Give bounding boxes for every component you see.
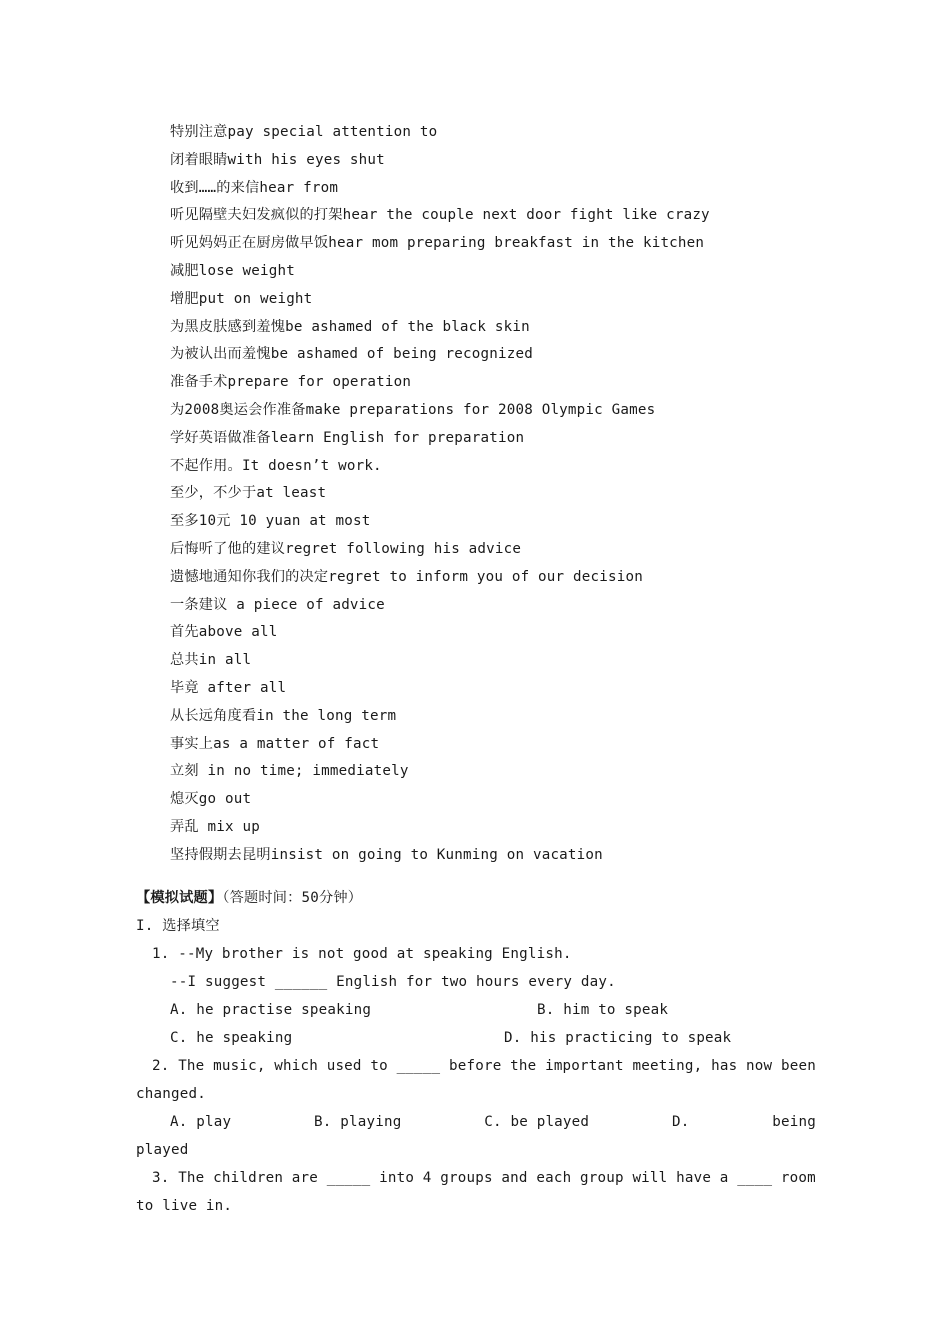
phrase-item: 弄乱 mix up <box>170 819 260 835</box>
q2-option: B. playing <box>314 1114 402 1130</box>
q3-word: 4 <box>422 1170 432 1186</box>
phrase-item: 一条建议 a piece of advice <box>170 596 385 613</box>
q2-word: music, <box>213 1058 266 1074</box>
q3-word: have <box>676 1170 712 1186</box>
phrase-item: 准备手术prepare for operation <box>170 374 412 391</box>
q2-word: the <box>510 1058 537 1074</box>
q3-word: room <box>780 1170 816 1186</box>
phrase-item: 至少，不少于at least <box>170 485 327 502</box>
q2-word: _____ <box>396 1058 441 1074</box>
phrase-item: 为被认出而羞愧be ashamed of being recognized <box>170 346 533 363</box>
phrase-item: 从长远角度看in the long term <box>170 707 397 724</box>
q3-word: The <box>178 1170 205 1186</box>
q2-word: meeting, <box>632 1058 703 1074</box>
q1-option-a: A. he practise speaking <box>170 1002 372 1018</box>
q3-word: into <box>379 1170 415 1186</box>
q1-option-b: B. him to speak <box>537 1002 669 1018</box>
q1-line1: 1. --My brother is not good at speaking English. <box>152 946 572 962</box>
q3-word: children <box>213 1170 284 1186</box>
phrase-item: 收到……的来信hear from <box>170 179 339 196</box>
q2-option: D. <box>671 1114 690 1130</box>
test-time-note: （答题时间：50分钟） <box>222 890 363 906</box>
q3-word: are <box>291 1170 318 1186</box>
phrase-item: 毕竟 after all <box>170 680 287 696</box>
q2-options <box>170 1112 816 1132</box>
q2-word: 2. <box>152 1058 170 1074</box>
test-title: 【模拟试题】 <box>136 890 223 906</box>
q2-word: before <box>448 1058 502 1074</box>
q3-word: group <box>580 1170 624 1186</box>
phrase-item: 增肥put on weight <box>170 290 313 307</box>
phrase-item: 为2008奥运会作准备make preparations for 2008 Olympic Games <box>170 402 656 418</box>
q3-word: _____ <box>326 1170 371 1186</box>
phrase-item: 遗憾地通知你我们的决定regret to inform you of our decision <box>170 568 643 585</box>
phrase-item: 为黑皮肤感到羞愧be ashamed of the black skin <box>170 318 530 335</box>
q3-word: 3. <box>152 1170 170 1186</box>
q3-word: each <box>536 1170 572 1186</box>
q3-line1-end: to live in. <box>136 1198 233 1214</box>
q3-word: ____ <box>737 1170 773 1186</box>
q2-word: to <box>370 1058 388 1074</box>
q2-options-end: played <box>136 1142 189 1158</box>
q2-option: being <box>772 1114 816 1130</box>
q2-word: important <box>545 1058 624 1074</box>
phrase-item: 熄灭go out <box>170 791 252 808</box>
phrase-item: 听见隔壁夫妇发疯似的打架hear the couple next door fight like crazy <box>170 207 710 224</box>
phrase-item: 学好英语做准备learn English for preparation <box>170 429 525 446</box>
section-title: I. 选择填空 <box>136 918 220 934</box>
phrase-item: 听见妈妈正在厨房做早饭hear mom preparing breakfast in the kitchen <box>170 235 705 252</box>
phrase-item: 闭着眼睛with his eyes shut <box>170 151 385 168</box>
phrase-item: 特别注意pay special attention to <box>170 124 438 140</box>
q3-word: a <box>719 1170 729 1186</box>
q2-word: has <box>711 1058 738 1074</box>
phrase-item: 不起作用。It doesn’t work. <box>170 457 382 474</box>
q2-word: used <box>326 1058 362 1074</box>
phrase-item: 首先above all <box>170 624 278 641</box>
q1-option-d: D. his practicing to speak <box>504 1030 732 1046</box>
test-heading <box>136 888 362 908</box>
phrase-item: 立刻 in no time; immediately <box>170 763 409 780</box>
phrase-item: 坚持假期去昆明insist on going to Kunming on vacation <box>170 846 603 863</box>
q2-word: been <box>780 1058 816 1074</box>
q2-word: which <box>274 1058 318 1074</box>
phrase-item: 后悔听了他的建议regret following his advice <box>170 541 522 557</box>
q2-option: A. play <box>170 1114 232 1130</box>
q2-option: C. be played <box>484 1114 590 1130</box>
q1-option-c: C. he speaking <box>170 1030 293 1046</box>
phrase-item: 总共in all <box>170 652 252 669</box>
q2-line1-end: changed. <box>136 1086 206 1102</box>
q3-word: groups <box>440 1170 493 1186</box>
q2-word: The <box>178 1058 205 1074</box>
phrase-item: 至多10元 10 yuan at most <box>170 513 371 530</box>
q3-word: and <box>501 1170 528 1186</box>
phrase-item: 事实上as a matter of fact <box>170 735 380 752</box>
q3-word: will <box>632 1170 668 1186</box>
q1-line2: --I suggest ______ English for two hours every day. <box>170 974 616 990</box>
phrase-item: 减肥lose weight <box>170 263 295 279</box>
q2-word: now <box>746 1058 773 1074</box>
q3-line1 <box>152 1168 816 1188</box>
q2-line1 <box>152 1056 816 1076</box>
